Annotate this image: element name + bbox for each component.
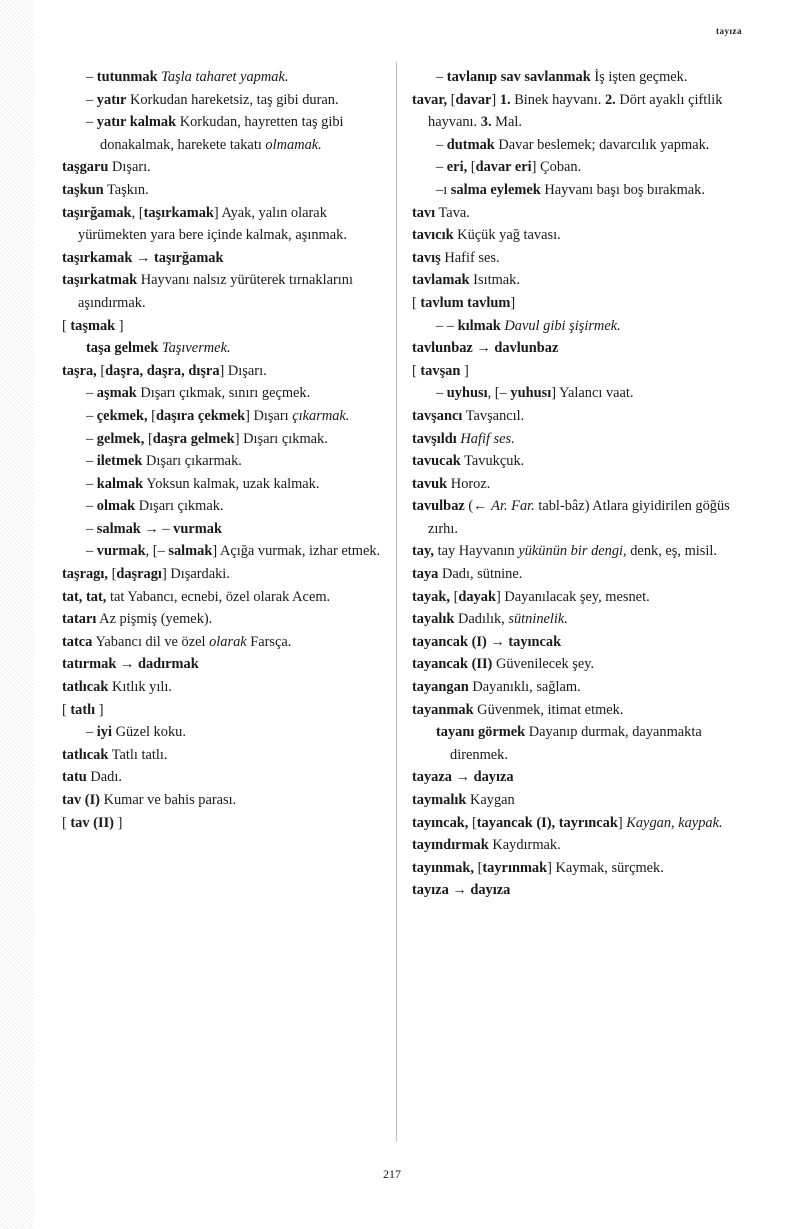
right-column — [412, 66, 742, 902]
headword: dutmak — [446, 136, 495, 153]
dictionary-entry — [412, 766, 742, 789]
dictionary-entry — [412, 789, 742, 812]
dictionary-entry — [62, 247, 386, 270]
headword: kılmak — [457, 317, 501, 334]
headword: tayangan — [412, 679, 469, 696]
dictionary-entry — [62, 631, 386, 654]
headword: tavlunbaz — [412, 340, 473, 357]
headword: tayıza — [412, 882, 449, 899]
definition-text: – — [86, 407, 97, 424]
definition-text: ] Dışarı — [245, 407, 293, 424]
headword: tavlamak — [412, 272, 470, 289]
headword: tavulbaz — [412, 498, 465, 515]
definition-text: – – — [436, 317, 458, 334]
dictionary-entry — [62, 766, 386, 789]
dictionary-entry — [412, 428, 742, 451]
definition-text: [ — [412, 294, 421, 311]
definition-text: Binek hayvanı. — [510, 91, 605, 108]
sub-entry — [412, 179, 742, 202]
definition-text: Isıtmak. — [469, 272, 520, 289]
definition-text: Dışarı çıkmak. — [135, 498, 224, 515]
headword: dadırmak — [137, 656, 199, 673]
headword: tatırmak — [62, 656, 117, 673]
headword: tavuk — [412, 475, 448, 492]
definition-text: Güvenmek, itimat etmek. — [473, 701, 624, 718]
headword: tayıncak, — [412, 814, 472, 831]
headword: tavlum tavlum — [420, 294, 511, 311]
definition-text: – — [436, 69, 447, 85]
definition-text: Dadı. — [86, 769, 122, 786]
dictionary-entry — [62, 315, 386, 338]
headword: taşırkamak — [62, 249, 133, 266]
definition-text: → — [486, 633, 509, 650]
headword: taşırğamak — [153, 249, 224, 266]
definition-text: – — [86, 543, 97, 560]
dictionary-entry — [62, 676, 386, 699]
definition-text: ] Dışarı çıkmak. — [234, 430, 328, 447]
definition-text: [ — [62, 814, 71, 831]
sub-entry — [62, 518, 386, 541]
definition-text: – — [86, 69, 97, 85]
definition-text: tabl-bâz) Atlara giyidirilen göğüs zırhı. — [428, 498, 730, 537]
headword: tatlıcak — [62, 679, 109, 696]
headword: daşra gelmek — [152, 430, 235, 447]
definition-text: –ı — [436, 181, 451, 198]
headword: dayıza — [470, 882, 511, 899]
headword: tatarı — [62, 611, 97, 628]
dictionary-entry — [412, 495, 742, 540]
scan-edge-artifact — [0, 0, 34, 1229]
dictionary-entry — [412, 812, 742, 835]
headword: davlunbaz — [494, 340, 559, 357]
definition-text: Kıtlık yılı. — [108, 679, 172, 696]
definition-text: Tava. — [435, 204, 470, 221]
definition-text: Güzel koku. — [112, 724, 186, 741]
definition-text: – — [86, 430, 97, 447]
dictionary-entry — [412, 450, 742, 473]
italic-text: olmamak. — [265, 136, 322, 153]
dictionary-entry — [412, 405, 742, 428]
definition-text: Hayvanı nalsız yürüterek tırnaklarını aşındırmak. — [78, 272, 353, 311]
headword: tayancak (I) — [412, 633, 487, 650]
sub-entry — [62, 382, 386, 405]
headword: taşgaru — [62, 159, 109, 176]
dictionary-entry — [62, 202, 386, 247]
headword: dayak — [458, 588, 496, 605]
dictionary-entry — [412, 247, 742, 270]
headword: tutunmak — [96, 69, 158, 85]
headword: daşragı — [116, 566, 162, 583]
headword: tat, tat, — [62, 588, 110, 605]
italic-text: Hafif ses. — [456, 430, 515, 447]
headword: tav (I) — [62, 792, 100, 808]
headword: tatlı — [70, 701, 96, 718]
definition-text: Dışarı. — [108, 159, 151, 176]
definition-text: ] — [491, 91, 500, 108]
dictionary-entry — [62, 156, 386, 179]
definition-text: → — [472, 340, 495, 357]
definition-text: [ — [470, 159, 476, 176]
definition-text: [ — [147, 430, 153, 447]
dictionary-entry — [412, 224, 742, 247]
italic-text: olarak — [209, 633, 247, 650]
column-divider — [396, 62, 397, 1142]
italic-text: çıkarmak. — [292, 407, 350, 424]
definition-text: → — [448, 882, 471, 899]
definition-text: Farsça. — [246, 633, 292, 650]
definition-text: Hafif ses. — [440, 249, 500, 266]
headword: iletmek — [96, 453, 143, 470]
headword: eri, — [446, 159, 471, 176]
definition-text: , [ — [131, 204, 144, 221]
headword: 1. — [499, 91, 511, 108]
definition-text: Güvenilecek şey. — [492, 656, 595, 673]
definition-text: ] — [460, 362, 469, 379]
headword: iyi — [96, 724, 112, 741]
definition-text: – — [86, 498, 97, 515]
dictionary-entry — [62, 608, 386, 631]
definition-text: – — [86, 385, 97, 402]
headword: davar eri — [475, 159, 532, 176]
dictionary-entry — [412, 337, 742, 360]
dictionary-entry — [412, 857, 742, 880]
dictionary-entry — [412, 653, 742, 676]
definition-text: [ — [471, 814, 477, 831]
headword: tayanmak — [412, 701, 474, 718]
headword: kalmak — [96, 475, 144, 492]
dictionary-entry — [62, 586, 386, 609]
sub-entry — [412, 134, 742, 157]
headword: tavı — [412, 204, 436, 221]
headword: tayancak (I), tayrıncak — [476, 814, 618, 831]
sub-entry — [62, 66, 386, 89]
sub-entry — [62, 540, 386, 563]
definition-text: Taşkın. — [103, 181, 149, 198]
definition-text: Dışarı çıkmak, sınırı geçmek. — [136, 385, 311, 402]
headword: uyhusı — [446, 385, 488, 402]
definition-text: Yabancı dil ve özel — [92, 633, 210, 650]
definition-text: [ — [111, 566, 117, 583]
headword: tayındırmak — [412, 837, 489, 854]
definition-text: Davar beslemek; davarcılık yapmak. — [494, 136, 710, 153]
dictionary-entry — [412, 699, 742, 722]
definition-text: Dadı, sütnine. — [438, 566, 523, 583]
sub-entry — [412, 315, 742, 338]
definition-text: [ — [477, 859, 483, 876]
headword: tayınmak, — [412, 859, 478, 876]
definition-text: [ — [453, 588, 459, 605]
sub-entry — [412, 721, 742, 766]
headword: yatır — [96, 91, 127, 108]
definition-text: ] — [617, 814, 627, 831]
sub-entry — [62, 721, 386, 744]
dictionary-entry — [412, 540, 742, 563]
headword: tav (II) — [70, 814, 114, 831]
headword: taşırğamak — [62, 204, 132, 221]
definition-text: – — [436, 159, 447, 176]
italic-text: Davul gibi şişirmek. — [500, 317, 621, 334]
definition-text: ] Ayak, yalın olarak yürümekten yara bere içinde kalmak, aşınmak. — [78, 204, 347, 244]
dictionary-entry — [62, 653, 386, 676]
page-number: 217 — [383, 1167, 401, 1181]
headword: tavucak — [412, 453, 461, 470]
headword: taşırkatmak — [62, 272, 138, 289]
left-column — [62, 66, 386, 834]
definition-text: Dayanıklı, sağlam. — [468, 679, 581, 696]
definition-text: (← — [464, 498, 492, 515]
headword: olmak — [96, 498, 136, 515]
headword: taşa gelmek — [86, 340, 159, 357]
dictionary-entry — [62, 360, 386, 383]
headword: salma eylemek — [450, 181, 541, 198]
headword: tayanı görmek — [436, 724, 526, 741]
headword: davar — [455, 91, 492, 108]
definition-text: [ — [450, 91, 456, 108]
headword: taymalık — [412, 792, 467, 808]
headword: taşırkamak — [143, 204, 214, 221]
headword: taşmak — [70, 317, 116, 334]
headword: taya — [412, 566, 439, 583]
dictionary-entry — [62, 812, 386, 835]
definition-text: Dışarı çıkarmak. — [142, 453, 242, 470]
italic-text: yükünün bir dengi, — [518, 543, 627, 560]
definition-text: ] Dışarı. — [219, 362, 267, 379]
headword: tayalık — [412, 611, 455, 628]
headword: vurmak — [173, 520, 222, 537]
headword: tatlıcak — [62, 746, 109, 763]
sub-entry — [62, 89, 386, 112]
dictionary-entry — [62, 699, 386, 722]
definition-text: [ — [62, 317, 71, 334]
dictionary-entry — [62, 179, 386, 202]
headword: daşra, daşra, dışra — [105, 362, 220, 379]
definition-text: tay Hayvanın — [437, 543, 519, 560]
definition-text: Tavukçuk. — [460, 453, 525, 470]
definition-text: – — [86, 724, 97, 741]
definition-text: [ — [62, 701, 71, 718]
dictionary-entry — [62, 269, 386, 314]
headword: 3. — [480, 114, 492, 131]
italic-text: Taşıvermek. — [158, 340, 231, 357]
definition-text: ] — [510, 294, 516, 311]
headword: tavşancı — [412, 407, 463, 424]
definition-text: Hayvanı başı boş bırakmak. — [540, 181, 705, 198]
headword: taşkun — [62, 181, 104, 198]
definition-text: – — [86, 475, 97, 492]
definition-text: Korkudan hareketsiz, taş gibi duran. — [126, 91, 339, 108]
definition-text: ] Dayanılacak şey, mesnet. — [495, 588, 650, 605]
dictionary-entry — [412, 563, 742, 586]
definition-text: [ — [151, 407, 156, 424]
headword: salmak — [96, 520, 141, 537]
dictionary-entry — [412, 608, 742, 631]
headword: tayıncak — [508, 633, 562, 650]
definition-text: → — [116, 656, 138, 673]
definition-text: → — [132, 249, 154, 266]
dictionary-entry — [412, 631, 742, 654]
definition-text: , [– — [487, 385, 511, 402]
headword: vurmak — [96, 543, 146, 560]
definition-text: Dadılık, — [454, 611, 509, 628]
definition-text: Kaydırmak. — [488, 837, 561, 854]
headword: daşıra çekmek — [155, 407, 246, 424]
dictionary-entry — [412, 89, 742, 134]
definition-text: Tavşancıl. — [462, 407, 525, 424]
definition-text: Korkudan, hayretten taş gibi donakalmak, harekete takatı — [100, 114, 344, 153]
headword: tay, — [412, 543, 438, 560]
headword: gelmek, — [96, 430, 148, 447]
headword: yuhusı — [510, 385, 552, 402]
headword: tavşıldı — [412, 430, 457, 447]
dictionary-entry — [412, 473, 742, 496]
definition-text: Dayanıp durmak, dayanmakta direnmek. — [450, 724, 702, 763]
dictionary-entry — [412, 834, 742, 857]
definition-text: Tatlı tatlı. — [108, 746, 168, 763]
definition-text: ] Kaymak, sürçmek. — [547, 859, 664, 876]
headword: taşragı, — [62, 566, 112, 583]
headword: tavar, — [412, 91, 451, 108]
headword: tavşan — [420, 362, 461, 379]
italic-text: Ar. Far. — [491, 498, 535, 515]
dictionary-entry — [62, 563, 386, 586]
headword: salmak — [168, 543, 213, 560]
definition-text: – — [86, 453, 97, 470]
definition-text: – — [436, 385, 447, 402]
dictionary-entry — [412, 676, 742, 699]
dictionary-entry — [412, 586, 742, 609]
sub-entry — [62, 337, 386, 360]
definition-text: ] — [113, 814, 123, 831]
dictionary-entry — [62, 744, 386, 767]
headword: taşra, — [62, 362, 101, 379]
definition-text: [ — [412, 362, 421, 379]
definition-text: Kumar ve bahis parası. — [99, 792, 237, 808]
dictionary-entry — [412, 879, 742, 902]
sub-entry — [62, 450, 386, 473]
definition-text: → – — [140, 520, 174, 537]
sub-entry — [412, 382, 742, 405]
headword: tayaza — [412, 769, 452, 786]
definition-text: Horoz. — [447, 475, 491, 492]
headword: 2. — [604, 91, 616, 108]
definition-text: [ — [100, 362, 106, 379]
definition-text: , [– — [145, 543, 169, 560]
definition-text: İş işten geçmek. — [590, 69, 688, 85]
italic-text: Kaygan, kaypak. — [626, 814, 723, 831]
sub-entry — [62, 428, 386, 451]
italic-text: sütninelik. — [508, 611, 568, 628]
definition-text: Dört ayaklı çiftlik hayvanı. — [428, 91, 723, 131]
headword: tavış — [412, 249, 441, 266]
sub-entry — [412, 66, 742, 89]
dictionary-entry — [412, 292, 742, 315]
definition-text: ] Yalancı vaat. — [551, 385, 634, 402]
headword: tatu — [62, 769, 87, 786]
headword: çekmek, — [96, 407, 152, 424]
definition-text: Az pişmiş (yemek). — [96, 611, 213, 628]
headword: tayak, — [412, 588, 454, 605]
headword: tavlanıp sav savlanmak — [446, 69, 591, 85]
italic-text: Taşla taharet yapmak. — [157, 69, 289, 85]
definition-text: ] — [115, 317, 124, 334]
definition-text: ] Açığa vurmak, izhar etmek. — [212, 543, 381, 560]
headword: tayrınmak — [482, 859, 548, 876]
sub-entry — [62, 111, 386, 156]
headword: yatır kalmak — [96, 114, 177, 131]
definition-text: Yoksun kalmak, uzak kalmak. — [143, 475, 320, 492]
headword: aşmak — [96, 385, 137, 402]
definition-text: Kaygan — [466, 792, 515, 808]
dictionary-entry — [412, 202, 742, 225]
sub-entry — [62, 405, 386, 428]
headword: tavıcık — [412, 227, 454, 244]
definition-text: – — [86, 91, 97, 108]
headword: tayancak (II) — [412, 656, 493, 673]
definition-text: tat Yabancı, ecnebi, özel olarak Acem. — [109, 588, 331, 605]
definition-text: – — [86, 520, 97, 537]
sub-entry — [412, 156, 742, 179]
definition-text: ] Dışardaki. — [161, 566, 230, 583]
definition-text: – — [436, 136, 447, 153]
definition-text: ] Çoban. — [531, 159, 582, 176]
dictionary-entry — [412, 269, 742, 292]
definition-text: Mal. — [491, 114, 522, 131]
sub-entry — [62, 473, 386, 496]
running-head: tayıza — [716, 26, 742, 36]
headword: tatca — [62, 633, 93, 650]
definition-text: → — [451, 769, 474, 786]
dictionary-entry — [412, 360, 742, 383]
definition-text: ] — [95, 701, 104, 718]
definition-text: Küçük yağ tavası. — [453, 227, 561, 244]
definition-text: – — [86, 114, 97, 131]
definition-text: denk, eş, misil. — [626, 543, 717, 560]
headword: dayıza — [473, 769, 514, 786]
sub-entry — [62, 495, 386, 518]
dictionary-entry — [62, 789, 386, 812]
